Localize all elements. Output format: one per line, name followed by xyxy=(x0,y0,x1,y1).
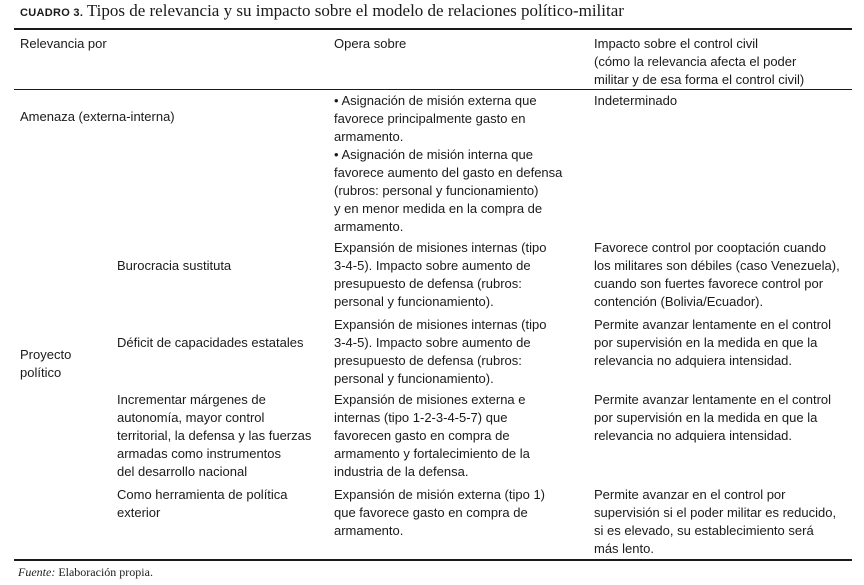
row-burocracia-impacto xyxy=(594,239,840,311)
cell-line: relevancia no adquiera intensidad. xyxy=(594,353,793,368)
cell-line: industria de la defensa. xyxy=(334,464,469,479)
cell-line: Proyecto xyxy=(20,347,72,362)
cell-line: Burocracia sustituta xyxy=(117,258,232,273)
cell-line: • Asignación de misión interna que xyxy=(334,147,533,162)
row-incrementar-label xyxy=(117,391,311,481)
cell-line: relevancia no adquiera intensidad. xyxy=(594,428,793,443)
cell-line: Expansión de misiones internas (tipo xyxy=(334,240,547,255)
header-impacto-line: Impacto sobre el control civil xyxy=(594,36,759,51)
row-herramienta-opera xyxy=(334,486,545,540)
table-caption xyxy=(20,2,624,22)
cell-line: político xyxy=(20,365,62,380)
cell-line: Permite avanzar lentamente en el control xyxy=(594,317,832,332)
row-herramienta-label xyxy=(117,486,288,522)
cell-line: personal y funcionamiento). xyxy=(334,294,494,309)
table-source-note xyxy=(18,563,153,581)
cell-line: Incrementar márgenes de xyxy=(117,392,266,407)
cell-line: más lento. xyxy=(594,541,654,556)
row-burocracia-label xyxy=(117,257,231,275)
cell-line: autonomía, mayor control xyxy=(117,410,265,425)
bottom-rule xyxy=(14,559,852,561)
cell-line: exterior xyxy=(117,505,161,520)
row-deficit-impacto xyxy=(594,316,831,370)
header-rule xyxy=(14,89,852,90)
cell-line: si es elevado, su establecimiento será xyxy=(594,523,814,538)
row-burocracia-opera xyxy=(334,239,546,311)
header-impacto-line: militar y de esa forma el control civil) xyxy=(594,72,805,87)
cell-line: Permite avanzar en el control por xyxy=(594,487,786,502)
cell-line: que favorece gasto en compra de xyxy=(334,505,528,520)
cell-line: Como herramienta de política xyxy=(117,487,288,502)
source-text: Elaboración propia. xyxy=(58,565,153,579)
row-incrementar-opera xyxy=(334,391,530,481)
cell-line: armamento. xyxy=(334,219,404,234)
cell-line: del desarrollo nacional xyxy=(117,464,248,479)
caption-title: Tipos de relevancia y su impacto sobre el modelo de relaciones político-militar xyxy=(86,1,624,20)
top-rule xyxy=(14,28,852,30)
cell-line: Indeterminado xyxy=(594,93,678,108)
cell-line: contención (Bolivia/Ecuador). xyxy=(594,294,764,309)
cell-line: armamento y fortalecimiento de la xyxy=(334,446,530,461)
row-deficit-label xyxy=(117,334,303,352)
cell-line: presupuesto de defensa (rubros: xyxy=(334,276,522,291)
cell-line: y en menor medida en la compra de xyxy=(334,201,543,216)
row-deficit-opera xyxy=(334,316,546,388)
cell-line: (rubros: personal y funcionamiento) xyxy=(334,183,539,198)
cell-line: Déficit de capacidades estatales xyxy=(117,335,304,350)
cell-line: armadas como instrumentos xyxy=(117,446,282,461)
cell-line: los militares son débiles (caso Venezuela), xyxy=(594,258,840,273)
cell-line: armamento. xyxy=(334,523,404,538)
cell-line: Expansión de misiones internas (tipo xyxy=(334,317,547,332)
cell-line: favorece principalmente gasto en xyxy=(334,111,526,126)
cell-line: • Asignación de misión externa que xyxy=(334,93,537,108)
cell-line: personal y funcionamiento). xyxy=(334,371,494,386)
row-amenaza-impacto xyxy=(594,92,677,110)
cell-line: 3-4-5). Impacto sobre aumento de xyxy=(334,258,531,273)
cell-line: armamento. xyxy=(334,129,404,144)
row-incrementar-impacto xyxy=(594,391,831,445)
cell-line: Expansión de misiones externa e xyxy=(334,392,526,407)
header-impacto xyxy=(594,35,804,89)
cell-line: territorial, la defensa y las fuerzas xyxy=(117,428,312,443)
cell-line: cuando son fuertes favorece control por xyxy=(594,276,824,291)
cell-line: Expansión de misión externa (tipo 1) xyxy=(334,487,546,502)
cell-line: por supervisión en la medida en que la xyxy=(594,335,818,350)
header-opera: Opera sobre xyxy=(334,36,407,51)
cell-line: supervisión si el poder militar es reducido, xyxy=(594,505,837,520)
cell-line: favorecen gasto en compra de xyxy=(334,428,510,443)
cell-line: presupuesto de defensa (rubros: xyxy=(334,353,522,368)
cell-line: Permite avanzar lentamente en el control xyxy=(594,392,832,407)
group-proyecto-politico xyxy=(20,346,71,382)
cell-line: por supervisión en la medida en que la xyxy=(594,410,818,425)
cell-line: 3-4-5). Impacto sobre aumento de xyxy=(334,335,531,350)
source-label: Fuente: xyxy=(18,565,56,579)
cell-line: internas (tipo 1-2-3-4-5-7) que xyxy=(334,410,508,425)
caption-label: CUADRO 3. xyxy=(20,7,84,19)
row-amenaza-label: Amenaza (externa-interna) xyxy=(20,109,175,124)
cell-line: favorece aumento del gasto en defensa xyxy=(334,165,563,180)
header-impacto-line: (cómo la relevancia afecta el poder xyxy=(594,54,797,69)
row-herramienta-impacto xyxy=(594,486,836,558)
header-relevancia: Relevancia por xyxy=(20,36,107,51)
cell-line: Favorece control por cooptación cuando xyxy=(594,240,826,255)
row-amenaza-opera xyxy=(334,92,562,236)
